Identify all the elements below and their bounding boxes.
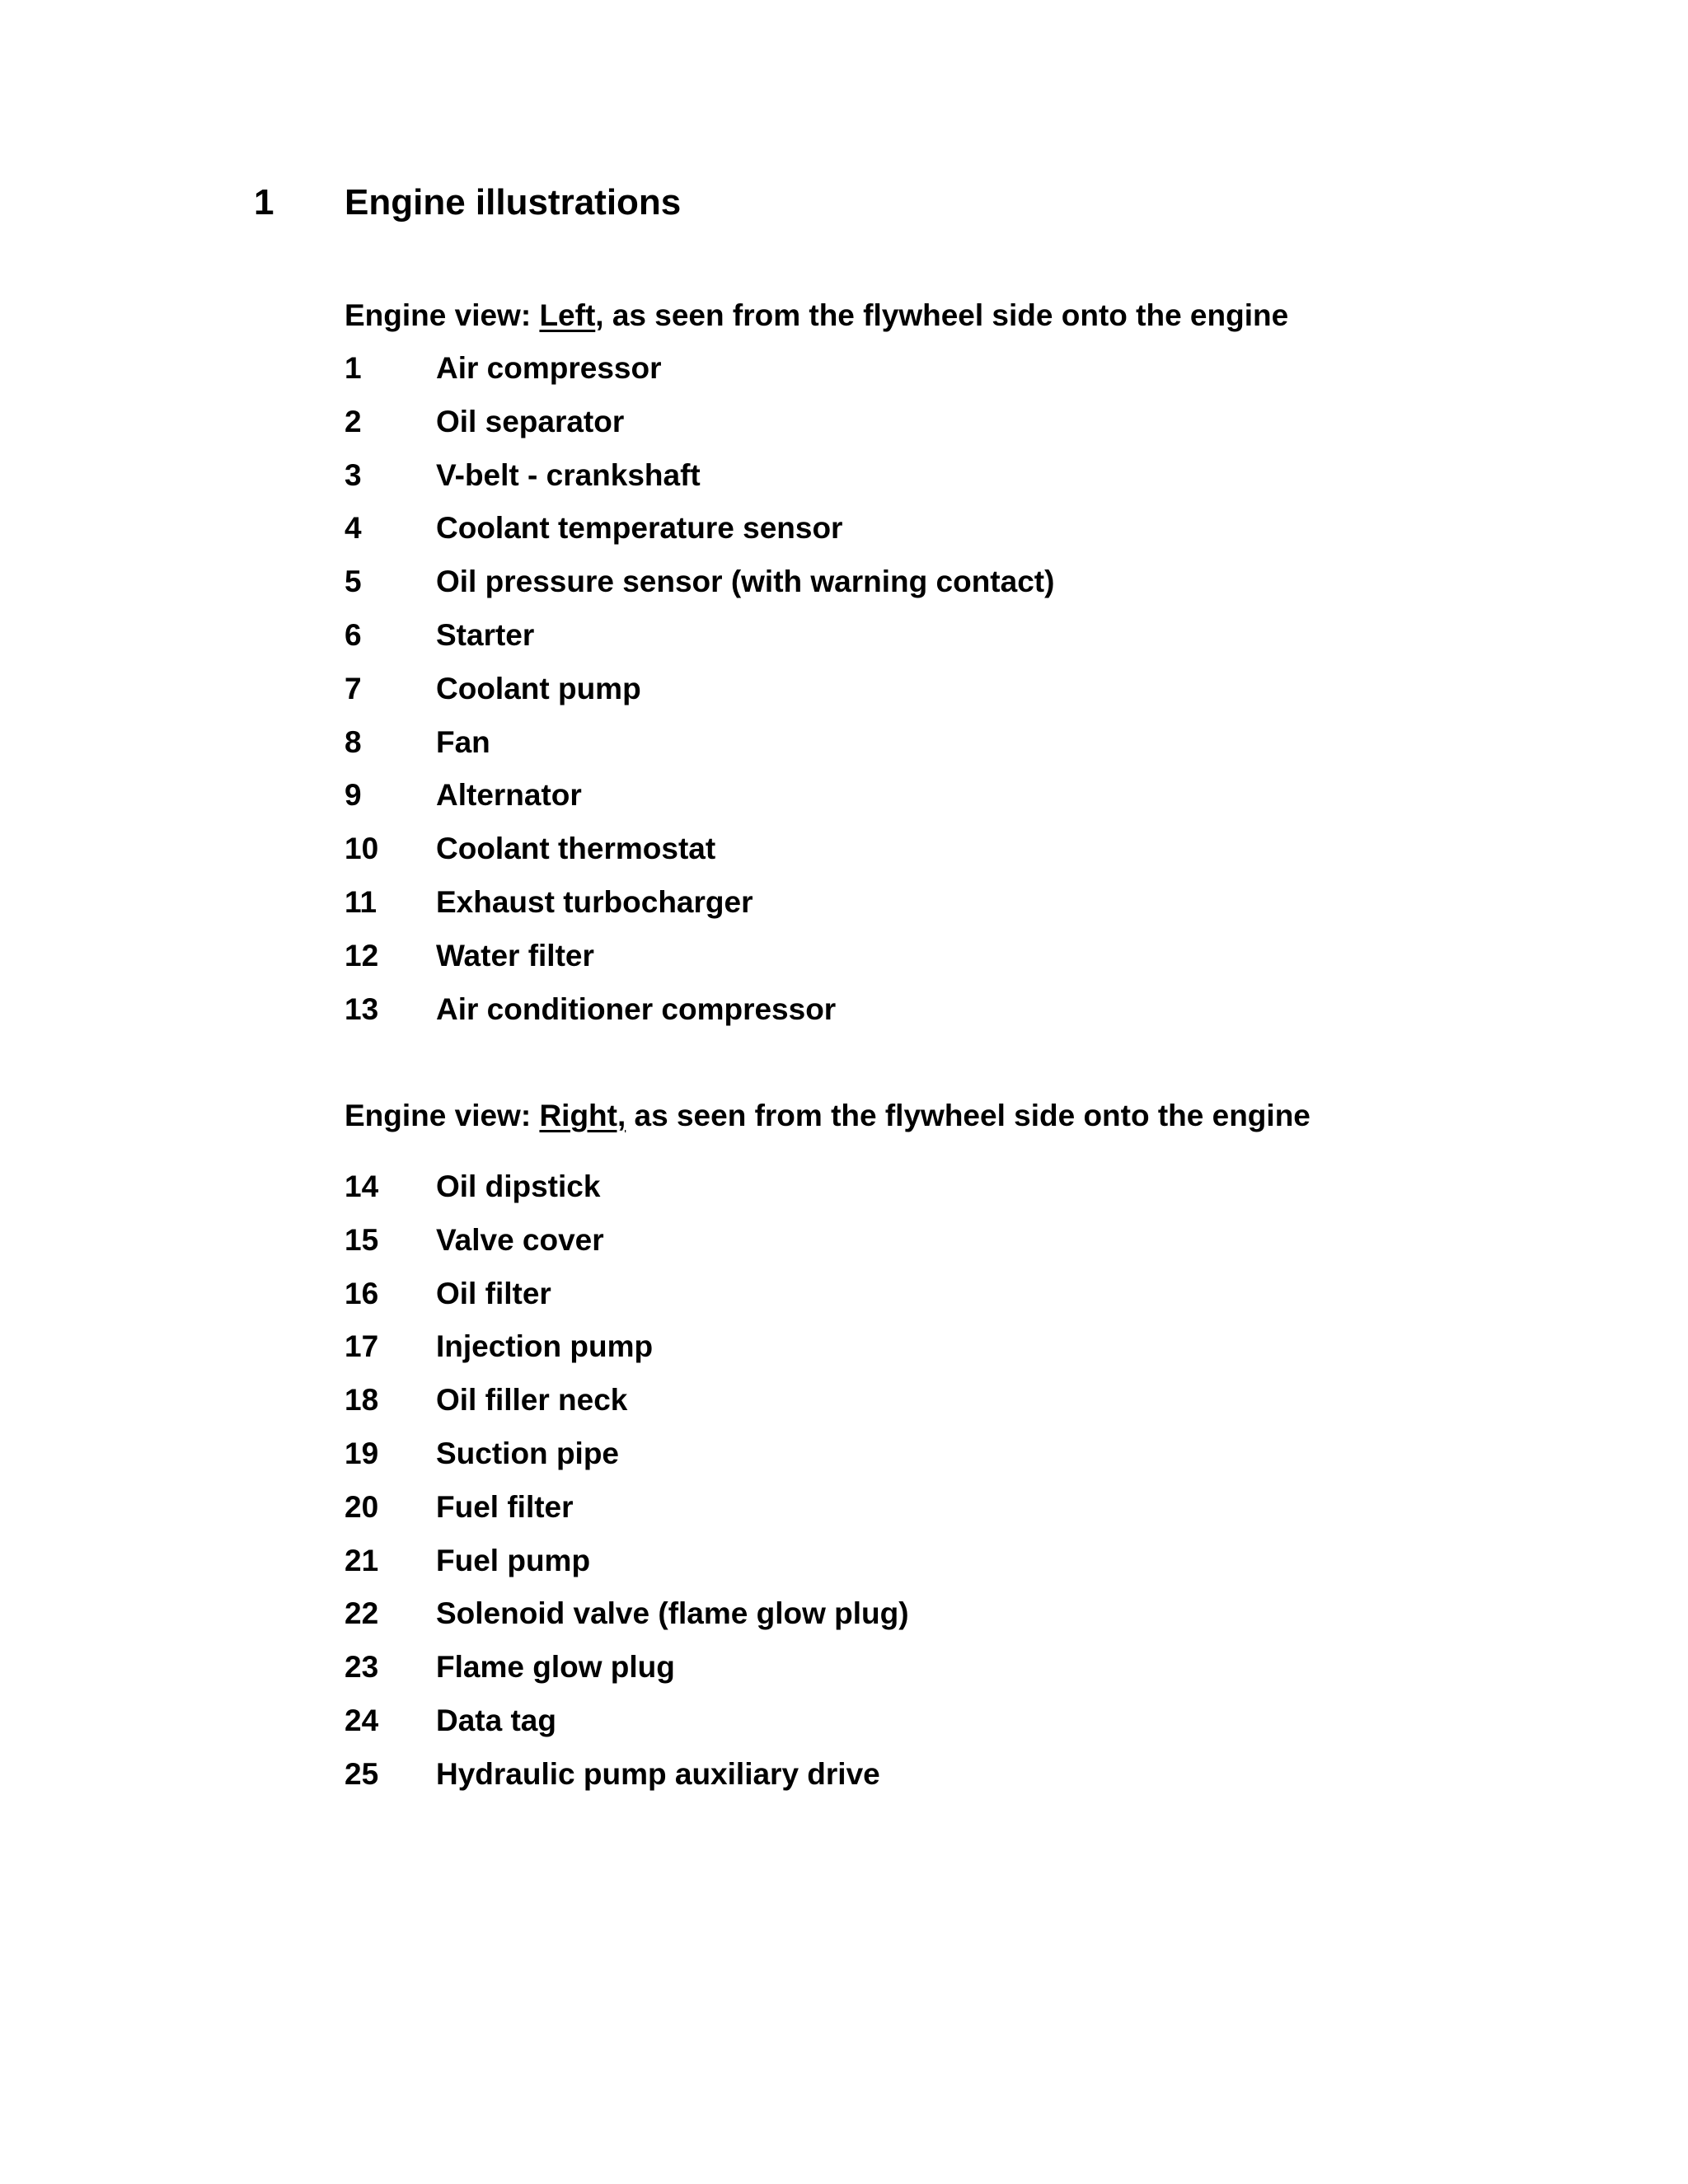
item-number: 2 bbox=[345, 404, 362, 438]
left-view-heading bbox=[345, 297, 1288, 335]
item-number: 3 bbox=[345, 457, 362, 492]
item-number: 16 bbox=[345, 1276, 379, 1310]
item-number: 13 bbox=[345, 991, 379, 1026]
right-view-description: as seen from the flywheel side onto the engine bbox=[626, 1099, 1311, 1132]
item-label: Air compressor bbox=[436, 351, 662, 385]
chapter-number: 1 bbox=[254, 182, 274, 223]
item-number: 14 bbox=[345, 1169, 379, 1203]
item-number: 21 bbox=[345, 1543, 379, 1577]
item-number: 19 bbox=[345, 1436, 379, 1470]
item-number: 11 bbox=[345, 884, 377, 919]
right-view-label: Engine view: bbox=[345, 1099, 540, 1132]
item-number: 1 bbox=[345, 351, 362, 385]
item-label: Valve cover bbox=[436, 1222, 604, 1257]
item-label: Oil pressure sensor (with warning contact) bbox=[436, 565, 1055, 599]
item-label: Data tag bbox=[436, 1703, 556, 1737]
item-number: 23 bbox=[345, 1650, 379, 1685]
right-view-direction: Right, bbox=[539, 1099, 626, 1132]
item-number: 25 bbox=[345, 1756, 379, 1791]
item-label: Solenoid valve (flame glow plug) bbox=[436, 1596, 909, 1631]
item-label: Coolant pump bbox=[436, 671, 641, 705]
item-label: Starter bbox=[436, 617, 535, 652]
chapter-title: Engine illustrations bbox=[345, 182, 682, 223]
item-label: Flame glow plug bbox=[436, 1650, 675, 1685]
right-view-heading bbox=[345, 1097, 1311, 1135]
item-label: Injection pump bbox=[436, 1329, 654, 1364]
item-number: 20 bbox=[345, 1489, 379, 1524]
item-label: Hydraulic pump auxiliary drive bbox=[436, 1756, 880, 1791]
item-label: Coolant temperature sensor bbox=[436, 511, 843, 546]
item-label: Oil dipstick bbox=[436, 1169, 601, 1203]
item-label: Fuel filter bbox=[436, 1489, 574, 1524]
item-number: 9 bbox=[345, 778, 362, 813]
item-number: 10 bbox=[345, 832, 379, 866]
item-label: Coolant thermostat bbox=[436, 832, 716, 866]
item-number: 15 bbox=[345, 1222, 379, 1257]
item-label: Suction pipe bbox=[436, 1436, 619, 1470]
item-number: 18 bbox=[345, 1383, 379, 1418]
left-view-description: , as seen from the flywheel side onto the engine bbox=[595, 298, 1289, 332]
item-label: Oil separator bbox=[436, 404, 625, 438]
item-number: 17 bbox=[345, 1329, 379, 1364]
item-label: Exhaust turbocharger bbox=[436, 884, 753, 919]
item-number: 12 bbox=[345, 938, 379, 972]
item-number: 4 bbox=[345, 511, 362, 546]
item-label: Alternator bbox=[436, 778, 582, 813]
item-label: Air conditioner compressor bbox=[436, 991, 837, 1026]
item-label: Fan bbox=[436, 724, 490, 759]
item-number: 5 bbox=[345, 565, 362, 599]
item-number: 24 bbox=[345, 1703, 379, 1737]
item-number: 6 bbox=[345, 617, 362, 652]
item-number: 8 bbox=[345, 724, 362, 759]
item-label: V-belt - crankshaft bbox=[436, 457, 701, 492]
item-label: Water filter bbox=[436, 938, 594, 972]
item-number: 22 bbox=[345, 1596, 379, 1631]
left-view-direction: Left bbox=[539, 298, 596, 332]
left-view-label: Engine view: bbox=[345, 298, 540, 332]
item-number: 7 bbox=[345, 671, 362, 705]
item-label: Oil filter bbox=[436, 1276, 551, 1310]
item-label: Fuel pump bbox=[436, 1543, 591, 1577]
item-label: Oil filler neck bbox=[436, 1383, 628, 1418]
